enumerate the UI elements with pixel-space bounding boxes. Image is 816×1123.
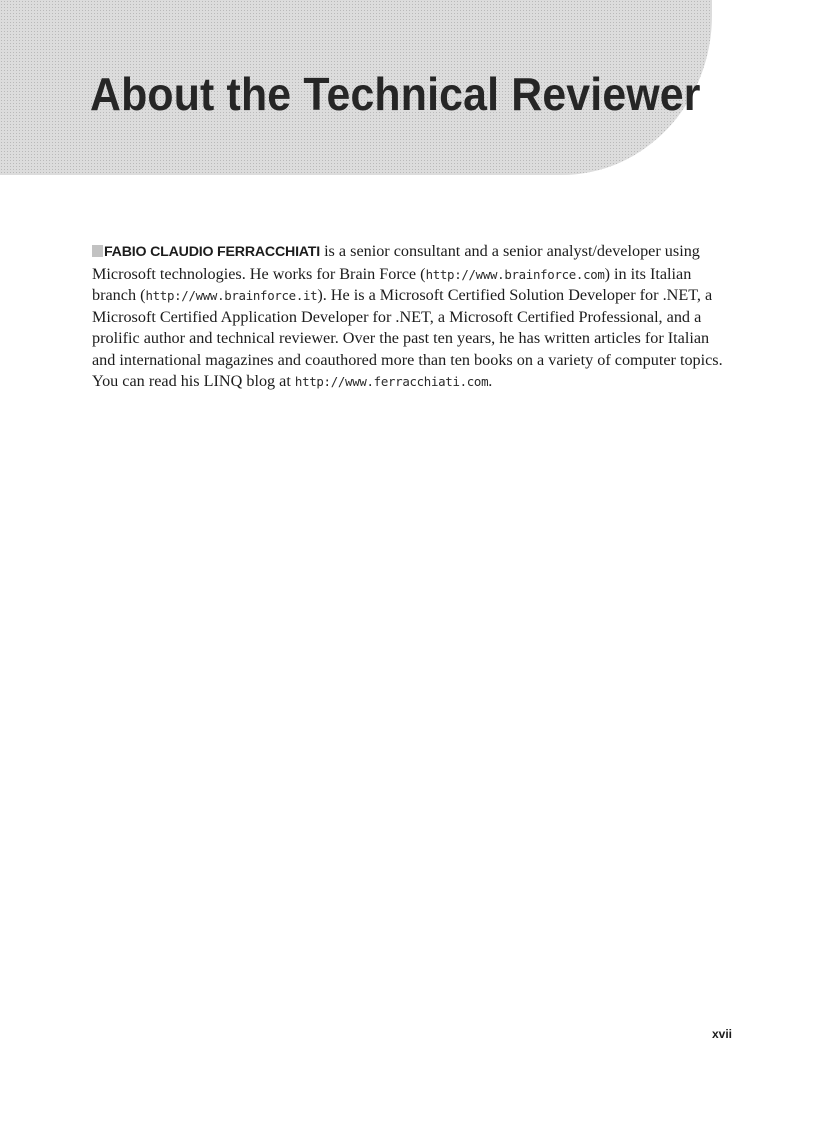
bio-text-3: ). He is a Microsoft Certified Solution Developer for .NET, a Microsoft Certified Application Developer for .NET, a Microsoft Certified Professional, and a prolific author and technical reviewer. Over the past ten years, he has written articles for Italian and international magazines and coauthored more than ten books on a variety of computer topics. You can read his LINQ blog at <box>92 286 723 390</box>
reviewer-bio-paragraph <box>92 241 732 393</box>
bio-text-2: ) in its Italian branch ( <box>92 264 692 304</box>
reviewer-name: FABIO CLAUDIO FERRACCHIATI <box>104 244 321 260</box>
page-number: xvii <box>711 1027 732 1041</box>
url-brainforce-it: http://www.brainforce.it <box>145 288 318 303</box>
chapter-header-band <box>0 0 712 175</box>
url-ferracchiati-com: http://www.ferracchiati.com <box>294 374 489 389</box>
page-title: About the Technical Reviewer <box>90 68 701 120</box>
url-brainforce-com: http://www.brainforce.com <box>425 266 605 282</box>
bio-text-1: is a senior consultant and a senior analyst/developer using Microsoft technologies. He works for Brain Force ( <box>92 242 700 283</box>
bio-text-4: . <box>488 372 493 390</box>
paragraph-marker-icon <box>92 245 103 257</box>
